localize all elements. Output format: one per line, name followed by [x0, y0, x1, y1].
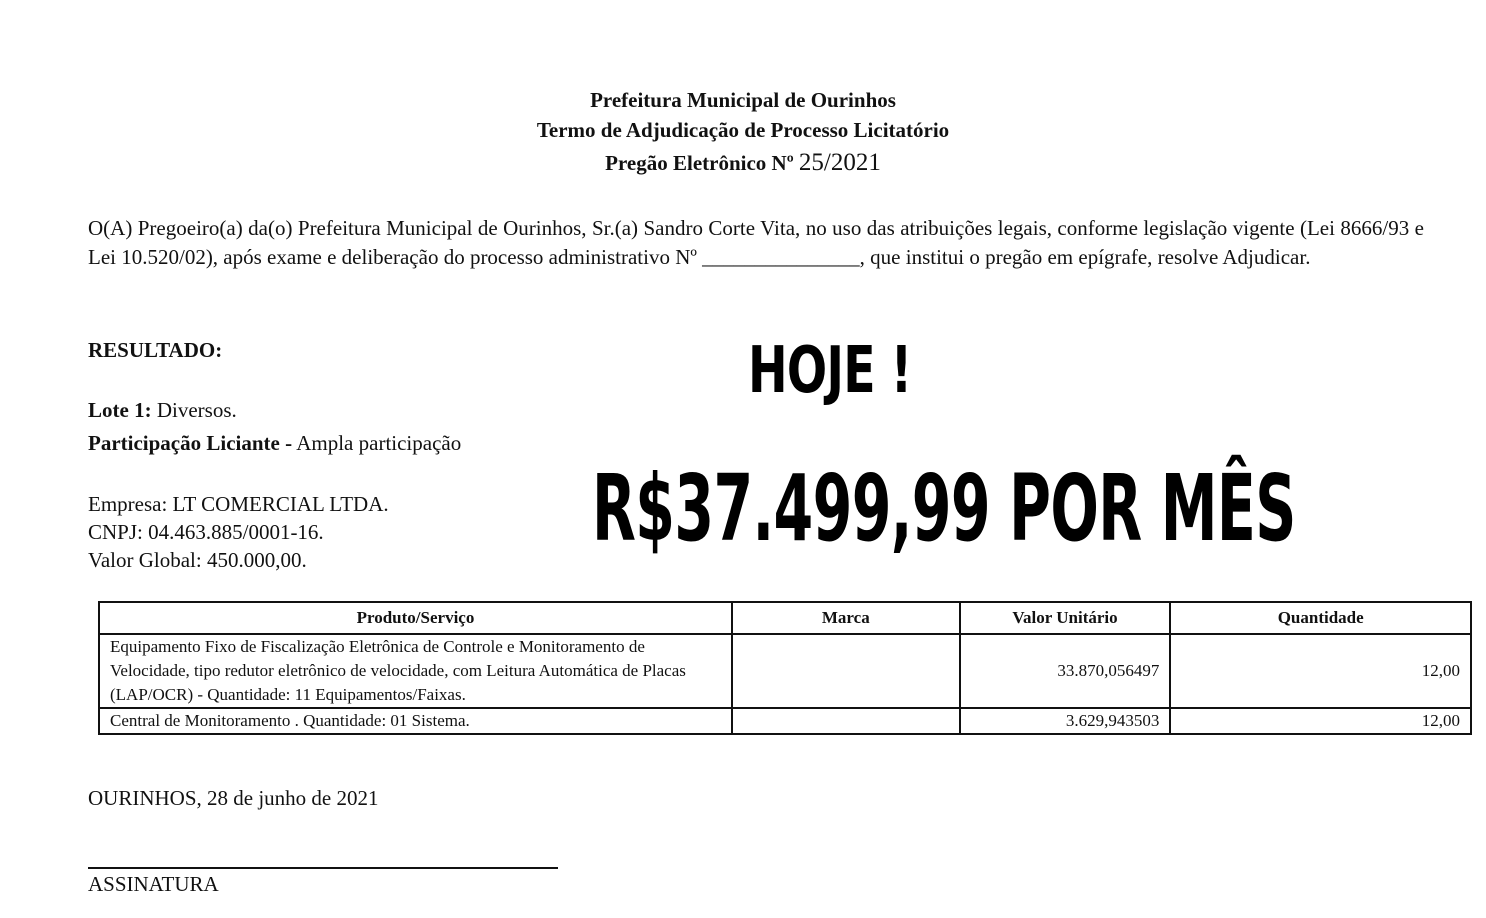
- overlay-hoje: HOJE !: [748, 334, 912, 408]
- cell-quantidade: 12,00: [1170, 708, 1471, 734]
- col-header-quantidade: Quantidade: [1170, 602, 1471, 634]
- empresa-name: Empresa: LT COMERCIAL LTDA.: [88, 492, 389, 516]
- col-header-valor-unitario: Valor Unitário: [960, 602, 1171, 634]
- table-header-row: [99, 602, 1471, 634]
- doc-title-municipality: Prefeitura Municipal de Ourinhos: [590, 88, 896, 112]
- lote-line: [88, 398, 237, 423]
- col-header-marca: Marca: [732, 602, 960, 634]
- participacao-label: Participação Liciante -: [88, 431, 293, 455]
- signature-label: ASSINATURA: [88, 872, 219, 896]
- col-header-produto: Produto/Serviço: [99, 602, 732, 634]
- table-row: [99, 634, 1471, 708]
- empresa-valor-global: Valor Global: 450.000,00.: [88, 548, 307, 572]
- document-date: OURINHOS, 28 de junho de 2021: [88, 786, 379, 810]
- signature-line: [88, 867, 558, 869]
- lote-label: Lote 1:: [88, 398, 152, 422]
- cell-valor-unitario: 3.629,943503: [960, 708, 1171, 734]
- pregao-number: 25/2021: [798, 149, 881, 176]
- cell-produto: Equipamento Fixo de Fiscalização Eletrônica de Controle e Monitoramento de Velocidade, tipo redutor eletrônico de velocidade, com Leitura Automática de Placas (LAP/OCR) - Quantidade: 11 Equipamentos/Faixas.: [99, 634, 732, 708]
- doc-title-pregao: [0, 149, 1486, 177]
- cell-quantidade: 12,00: [1170, 634, 1471, 708]
- doc-title-term: Termo de Adjudicação de Processo Licitatório: [536, 118, 950, 142]
- table-row: [99, 708, 1471, 734]
- intro-line-1: O(A) Pregoeiro(a) da(o) Prefeitura Municipal de Ourinhos, Sr.(a) Sandro Corte Vita, no uso das atribuições legais, conforme: [88, 216, 1138, 240]
- items-table: [98, 601, 1472, 735]
- overlay-monthly-value: R$37.499,99 POR MÊS: [592, 455, 1296, 562]
- participacao-line: [88, 431, 461, 456]
- empresa-cnpj: CNPJ: 04.463.885/0001-16.: [88, 520, 324, 544]
- cell-marca: [732, 708, 960, 734]
- participacao-value: Ampla participação: [296, 431, 462, 455]
- cell-produto: Central de Monitoramento . Quantidade: 01 Sistema.: [99, 708, 732, 734]
- intro-line-2: legislação vigente (Lei 8666/93 e Lei 10.520/02), após exame e deliberação do processo administrativo Nº _______________, que: [88, 216, 1424, 269]
- resultado-heading: RESULTADO:: [88, 338, 223, 362]
- intro-line-3: institui o pregão em epígrafe, resolve Adjudicar.: [905, 245, 1311, 269]
- cell-marca: [732, 634, 960, 708]
- pregao-prefix: Pregão Eletrônico Nº: [605, 151, 794, 175]
- empresa-block: [88, 490, 389, 574]
- cell-valor-unitario: 33.870,056497: [960, 634, 1171, 708]
- intro-paragraph: [88, 214, 1424, 272]
- lote-value: Diversos.: [156, 398, 237, 422]
